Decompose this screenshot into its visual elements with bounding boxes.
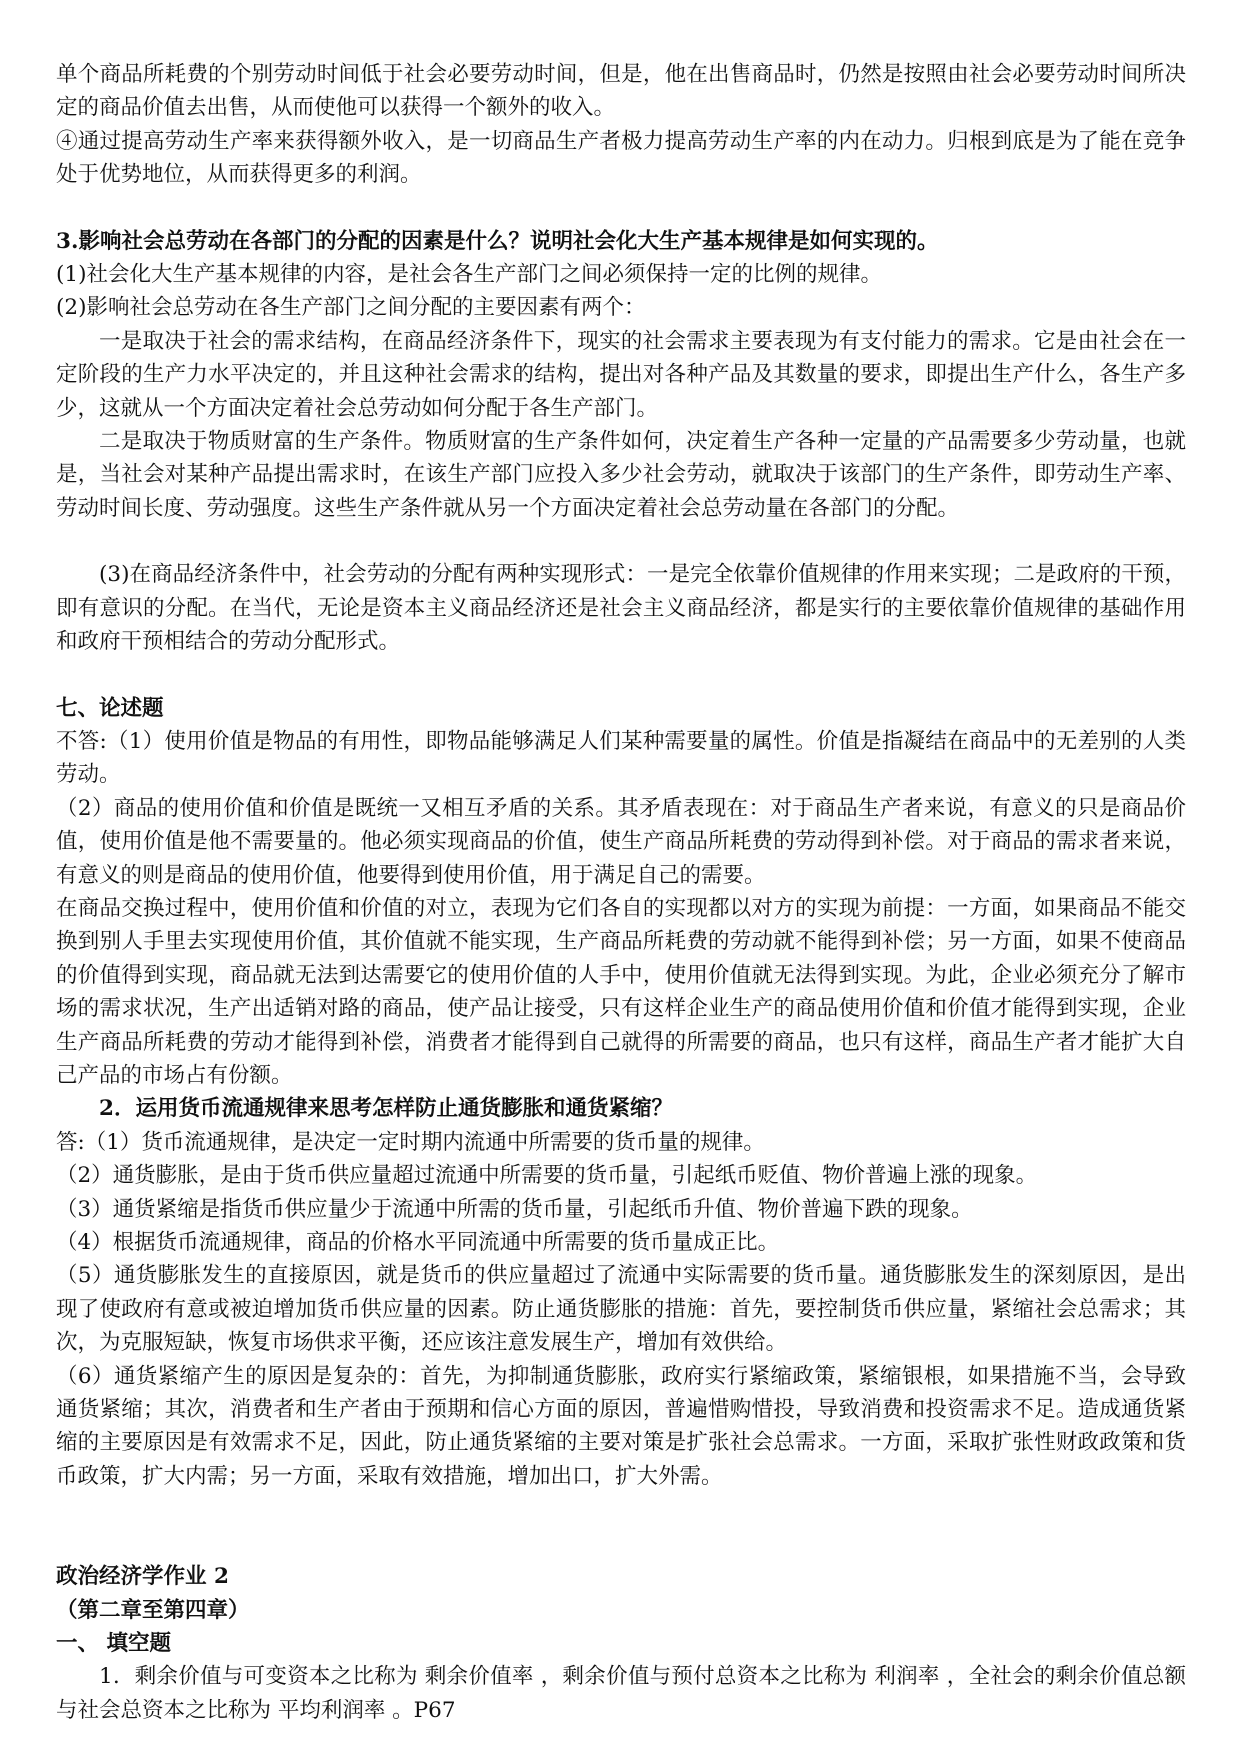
essay-1-exchange-paragraph: 在商品交换过程中，使用价值和价值的对立，表现为它们各自的实现都以对方的实现为前提：一方面，如果商品不能交换到别人手里去实现使用价值，其价值就不能实现，生产商品所耗费的劳动就不能得到补偿；另一方面，如果不使商品的价值得到实现，商品就无法到达需要它的使用价值的人手中，使用价值就无法得到实现。为此，企业必须充分了解市场的需求状况，生产出适销对路的商品，使产品让接受，只有这样企业生产的商品使用价值和价值才能得到实现，企业生产商品所耗费的劳动才能得到补偿，消费者才能得到自己就得的所需要的商品，也只有这样，商品生产者才能扩大自己产品的市场占有份额。 — [56, 895, 1186, 1088]
paragraph-item-4: ④通过提高劳动生产率来获得额外收入，是一切商品生产者极力提高劳动生产率的内在动力。归根到底是为了能在竞争处于优势地位，从而获得更多的利润。 — [56, 128, 1186, 188]
essay-1-point-1: 不答:（1）使用价值是物品的有用性，即物品能够满足人们某种需要量的属性。价值是指凝结在商品中的无差别的人类劳动。 — [56, 728, 1186, 788]
essay-2-point-3: （3）通货紧缩是指货币供应量少于流通中所需的货币量，引起纸币升值、物价普遍下跌的现象。 — [56, 1196, 973, 1222]
answer-point-3: (3)在商品经济条件中，社会劳动的分配有两种实现形式：一是完全依靠价值规律的作用来实现；二是政府的干预，即有意识的分配。在当代，无论是资本主义商品经济还是社会主义商品经济，都是实行的主要依靠价值规律的基础作用和政府干预相结合的劳动分配形式。 — [56, 562, 1186, 655]
answer-point-1: (1)社会化大生产基本规律的内容，是社会各生产部门之间必须保持一定的比例的规律。 — [56, 262, 882, 288]
question-3-heading: 3.影响社会总劳动在各部门的分配的因素是什么？说明社会化大生产基本规律是如何实现的。 — [56, 228, 939, 254]
paragraph-surplus-income: 单个商品所耗费的个别劳动时间低于社会必要劳动时间，但是，他在出售商品时，仍然是按照由社会必要劳动时间所决定的商品价值去出售，从而使他可以获得一个额外的收入。 — [56, 62, 1186, 121]
essay-2-point-1: 答:（1）货币流通规律，是决定一定时期内流通中所需要的货币量的规律。 — [56, 1129, 765, 1155]
answer-point-2: (2)影响社会总劳动在各生产部门之间分配的主要因素有两个： — [56, 295, 646, 321]
spacer — [56, 1493, 1186, 1560]
assignment-title: 政治经济学作业 2 — [56, 1564, 229, 1590]
spacer — [56, 192, 1186, 225]
question-2-heading: 2．运用货币流通规律来思考怎样防止通货膨胀和通货紧缩？ — [99, 1096, 673, 1122]
fill-blank-heading: 一、 填空题 — [56, 1631, 171, 1657]
section-7-heading: 七、论述题 — [56, 695, 164, 721]
factor-one-paragraph: 一是取决于社会的需求结构，在商品经济条件下，现实的社会需求主要表现为有支付能力的需求。它是由社会在一定阶段的生产力水平决定的，并且这种社会需求的结构，提出对各种产品及其数量的要求，即提出生产什么，各生产多少，这就从一个方面决定着社会总劳动如何分配于各生产部门。 — [56, 328, 1186, 421]
essay-2-point-5: （5）通货膨胀发生的直接原因，就是货币的供应量超过了流通中实际需要的货币量。通货膨胀发生的深刻原因，是出现了使政府有意或被迫增加货币供应量的因素。防止通货膨胀的措施：首先，要控制货币供应量，紧缩社会总需求；其次，为克服短缺，恢复市场供求平衡，还应该注意发展生产，增加有效供给。 — [56, 1263, 1186, 1356]
fill-blank-question-1: 1．剩余价值与可变资本之比称为 剩余价值率 ，剩余价值与预付总资本之比称为 利润率 ，全社会的剩余价值总额与社会总资本之比称为 平均利润率 。P67 — [56, 1664, 1186, 1723]
spacer — [56, 525, 1186, 558]
essay-2-point-2: （2）通货膨胀，是由于货币供应量超过流通中所需要的货币量，引起纸币贬值、物价普遍上涨的现象。 — [56, 1163, 1038, 1189]
assignment-chapters: （第二章至第四章） — [56, 1597, 250, 1623]
essay-2-point-4: （4）根据货币流通规律，商品的价格水平同流通中所需要的货币量成正比。 — [56, 1230, 780, 1255]
essay-1-point-2: （2）商品的使用价值和价值是既统一又相互矛盾的关系。其矛盾表现在：对于商品生产者来说，有意义的只是商品价值，使用价值是他不需要量的。他必须实现商品的价值，使生产商品所耗费的劳动得到补偿。对于商品的需求者来说，有意义的则是商品的使用价值，他要得到使用价值，用于满足自己的需要。 — [56, 795, 1186, 888]
essay-2-point-6: （6）通货紧缩产生的原因是复杂的：首先，为抑制通货膨胀，政府实行紧缩政策，紧缩银根，如果措施不当，会导致通货紧缩；其次，消费者和生产者由于预期和信心方面的原因，普遍惜购惜投，导致消费和投资需求不足。造成通货紧缩的主要原因是有效需求不足，因此，防止通货紧缩的主要对策是扩张社会总需求。一方面，采取扩张性财政政策和货币政策，扩大内需；另一方面，采取有效措施，增加出口，扩大外需。 — [56, 1363, 1186, 1489]
spacer — [56, 659, 1186, 692]
factor-two-paragraph: 二是取决于物质财富的生产条件。物质财富的生产条件如何，决定着生产各种一定量的产品需要多少劳动量，也就是，当社会对某种产品提出需求时，在该生产部门应投入多少社会劳动，就取决于该部门的生产条件，即劳动生产率、劳动时间长度、劳动强度。这些生产条件就从另一个方面决定着社会总劳动量在各部门的分配。 — [56, 429, 1186, 521]
document-page — [56, 58, 1186, 1727]
